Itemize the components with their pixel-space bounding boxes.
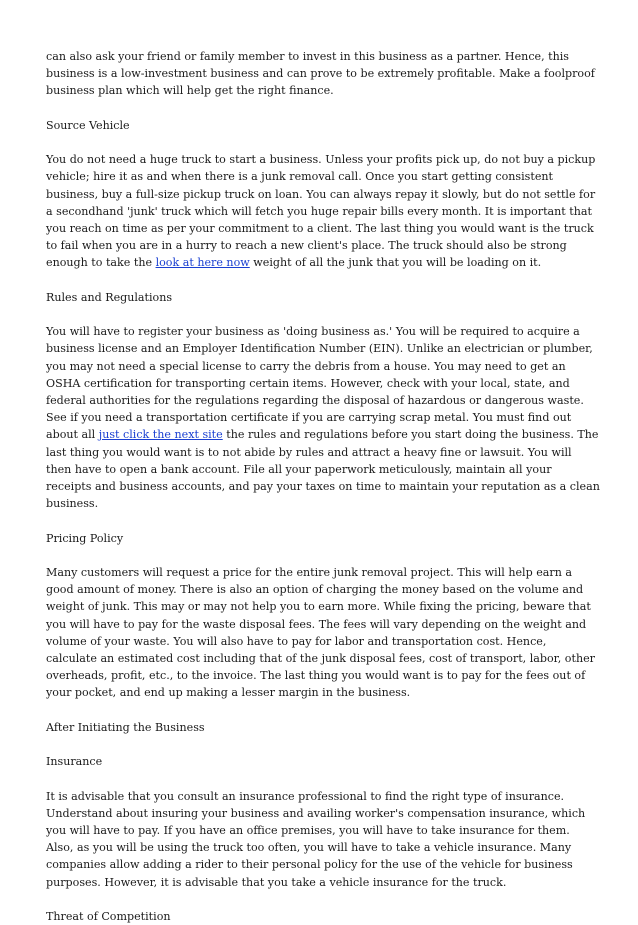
rules-text-1: You will have to register your business as 'doing business as.' You will be required to acquire a business license and an Employer Identification Number (EIN). Unlike an electrician or plumber, you may not need a special license to carry the debris from a house. You may need to get an OSHA certification for transporting certain items. However, check with your local, state, and federal authorities for the regulations regarding the disposal of hazardous or dangerous waste. See if you need a transportation certificate if you are carrying scrap metal. You must find out about all (46, 325, 593, 442)
competition-heading: Threat of Competition (46, 910, 171, 923)
just-click-the-next-site-link[interactable]: just click the next site (98, 428, 223, 442)
look-at-here-now-link[interactable]: look at here now (155, 256, 250, 270)
source-vehicle-heading: Source Vehicle (46, 118, 130, 132)
after-initiating-heading: After Initiating the Business (46, 720, 205, 734)
insurance-paragraph: It is advisable that you consult an insurance professional to find the right type of insurance. Understand about insuring your business and availing worker's compensation insurance, which you will have to pay. If you have an office premises, you will have to take insurance for them. Also, as you will be using the truck too often, you will have to take a vehicle insurance. Many companies allow adding a rider to their personal policy for the use of the vehicle for business purposes. However, it is advisable that you take a vehicle insurance for the truck. (46, 789, 586, 889)
rules-paragraph (46, 323, 600, 512)
rules-text-2: the rules and regulations before you start doing the business. The last thing you would want is to not abide by rules and attract a heavy fine or lawsuit. You will then have to open a bank account. File all your paperwork meticulously, maintain all your receipts and business accounts, and pay your taxes on time to maintain your reputation as a clean business. (46, 428, 600, 511)
intro-paragraph: can also ask your friend or family member to invest in this business as a partner. Hence, this business is a low-investment business and can prove to be extremely profitable. Make a foolproof business plan which will help get the right finance. (46, 50, 595, 98)
pricing-heading: Pricing Policy (46, 531, 124, 545)
source-vehicle-paragraph (46, 151, 600, 271)
pricing-paragraph: Many customers will request a price for the entire junk removal project. This will help earn a good amount of money. There is also an option of charging the money based on the volume and weight of junk. This may or may not help you to earn more. While fixing the pricing, beware that you will have to pay for the waste disposal fees. The fees will vary depending on the weight and volume of your waste. You will also have to pay for labor and transportation cost. Hence, calculate an estimated cost including that of the junk disposal fees, cost of transport, labor, other overheads, profit, etc., to the invoice. The last thing you would want is to pay for the fees out of your pocket, and end up making a lesser margin in the business. (46, 566, 595, 700)
rules-heading: Rules and Regulations (46, 290, 173, 304)
source-vehicle-text-2: weight of all the junk that you will be loading on it. (249, 256, 542, 270)
source-vehicle-text-1: You do not need a huge truck to start a business. Unless your profits pick up, do not buy a pickup vehicle; hire it as and when there is a junk removal call. Once you start getting consistent business, buy a full-size pickup truck on loan. You can always repay it slowly, but do not settle for a secondhand 'junk' truck which will fetch you huge repair bills every month. It is important that you reach on time as per your commitment to a client. The last thing you would want is the truck to fail when you are in a hurry to reach a new client's place. The truck should also be strong enough to take the (46, 153, 596, 270)
insurance-heading: Insurance (46, 755, 103, 769)
